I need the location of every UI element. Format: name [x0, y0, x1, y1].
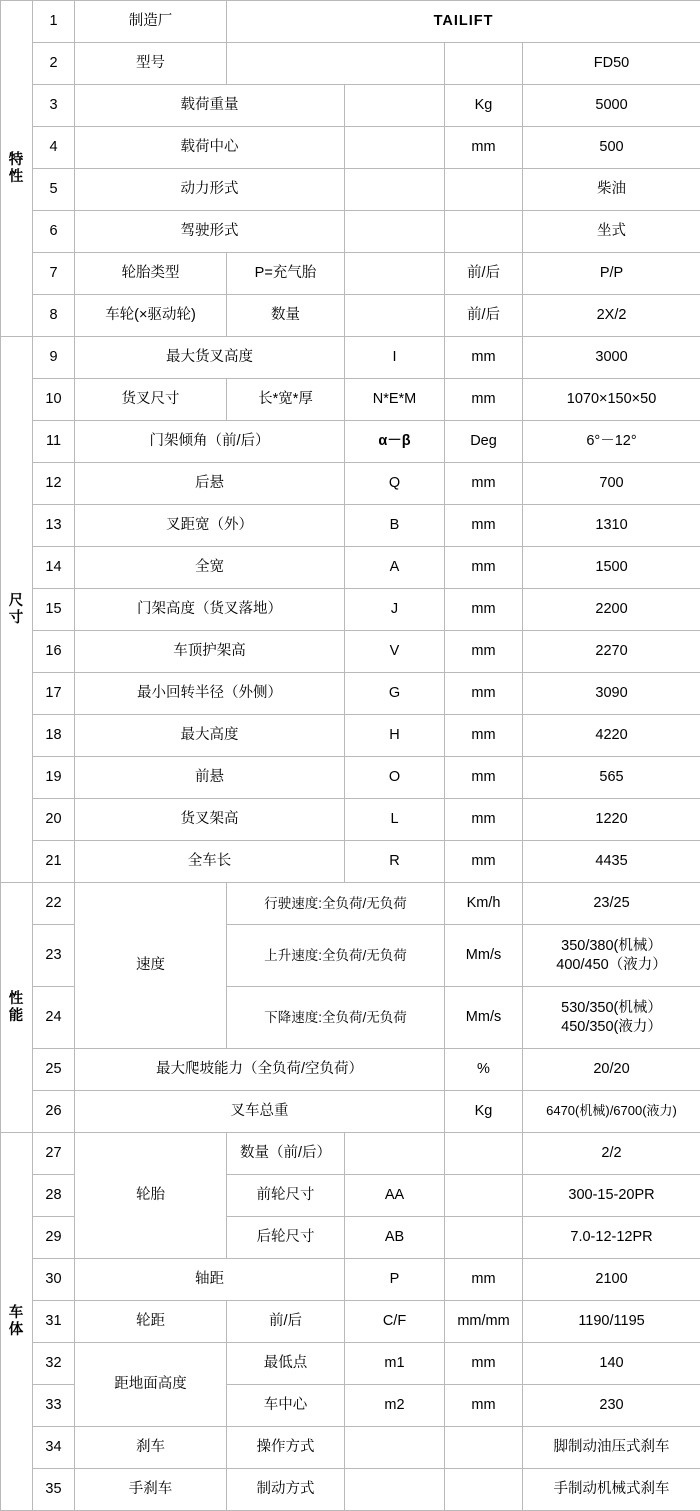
row-number: 30 [33, 1259, 75, 1301]
row-symbol: C/F [345, 1301, 445, 1343]
row-name: 车顶护架高 [75, 631, 345, 673]
row-unit [445, 1217, 523, 1259]
row-unit: mm [445, 841, 523, 883]
row-number: 27 [33, 1133, 75, 1175]
table-row [1, 1427, 700, 1469]
group-label-characteristics [1, 1, 33, 337]
row-number: 17 [33, 673, 75, 715]
row-name: 型号 [75, 43, 227, 85]
row-value: 1070×150×50 [523, 379, 700, 421]
row-name: 全宽 [75, 547, 345, 589]
row-value: 1220 [523, 799, 700, 841]
row-number: 9 [33, 337, 75, 379]
table-row [1, 85, 700, 127]
row-number: 24 [33, 987, 75, 1049]
table-row [1, 715, 700, 757]
row-name: 驾驶形式 [75, 211, 345, 253]
row-name: 最大货叉高度 [75, 337, 345, 379]
row-symbol [345, 169, 445, 211]
table-row [1, 1049, 700, 1091]
row-unit: mm [445, 127, 523, 169]
row-value: 4435 [523, 841, 700, 883]
table-row [1, 631, 700, 673]
row-sub: 制动方式 [227, 1469, 345, 1511]
row-symbol: V [345, 631, 445, 673]
row-value: 2270 [523, 631, 700, 673]
row-value: 5000 [523, 85, 700, 127]
table-row [1, 463, 700, 505]
table-row [1, 589, 700, 631]
table-row [1, 673, 700, 715]
table-row [1, 211, 700, 253]
group-text: 特性 [9, 152, 25, 185]
row-unit: mm [445, 757, 523, 799]
row-value: 565 [523, 757, 700, 799]
row-unit: Kg [445, 1091, 523, 1133]
group-text: 尺寸 [9, 593, 25, 626]
row-unit: Km/h [445, 883, 523, 925]
row-symbol: m2 [345, 1385, 445, 1427]
row-name: 制造厂 [75, 1, 227, 43]
group-label-dimensions [1, 337, 33, 883]
row-name: 叉距宽（外） [75, 505, 345, 547]
row-number: 5 [33, 169, 75, 211]
row-sub: 行驶速度:全负荷/无负荷 [227, 883, 445, 925]
row-unit: mm [445, 379, 523, 421]
row-value: P/P [523, 253, 700, 295]
row-number: 29 [33, 1217, 75, 1259]
row-number: 20 [33, 799, 75, 841]
row-name: 最大爬坡能力（全负荷/空负荷） [75, 1049, 445, 1091]
row-value: 2100 [523, 1259, 700, 1301]
row-unit: mm [445, 547, 523, 589]
row-symbol: AB [345, 1217, 445, 1259]
brand-logo-text: TAILIFT [227, 1, 700, 43]
row-symbol: P [345, 1259, 445, 1301]
row-number: 28 [33, 1175, 75, 1217]
table-row [1, 43, 700, 85]
row-value: 1500 [523, 547, 700, 589]
row-symbol: R [345, 841, 445, 883]
table-row [1, 1259, 700, 1301]
row-unit: mm [445, 1259, 523, 1301]
row-symbol [345, 295, 445, 337]
row-name: 门架高度（货叉落地） [75, 589, 345, 631]
table-row [1, 421, 700, 463]
row-name: 轮距 [75, 1301, 227, 1343]
row-value: FD50 [523, 43, 700, 85]
row-name: 门架倾角（前/后） [75, 421, 345, 463]
row-name: 距地面高度 [75, 1343, 227, 1427]
row-value: 20/20 [523, 1049, 700, 1091]
row-unit [445, 43, 523, 85]
row-unit: mm [445, 1343, 523, 1385]
row-unit [445, 1175, 523, 1217]
table-row [1, 253, 700, 295]
row-unit: mm [445, 715, 523, 757]
table-row [1, 295, 700, 337]
row-unit: mm [445, 631, 523, 673]
row-value: 230 [523, 1385, 700, 1427]
row-sub: 数量（前/后） [227, 1133, 345, 1175]
row-sub [227, 43, 445, 85]
row-value: 4220 [523, 715, 700, 757]
row-value: 1190/1195 [523, 1301, 700, 1343]
row-symbol [345, 1469, 445, 1511]
row-name: 手刹车 [75, 1469, 227, 1511]
row-symbol [345, 85, 445, 127]
row-unit: mm [445, 1385, 523, 1427]
row-unit [445, 169, 523, 211]
row-value: 7.0-12-12PR [523, 1217, 700, 1259]
row-unit: mm [445, 673, 523, 715]
row-value: 1310 [523, 505, 700, 547]
row-unit: 前/后 [445, 253, 523, 295]
row-number: 15 [33, 589, 75, 631]
row-symbol: N*E*M [345, 379, 445, 421]
row-number: 19 [33, 757, 75, 799]
row-number: 34 [33, 1427, 75, 1469]
row-number: 18 [33, 715, 75, 757]
row-unit [445, 211, 523, 253]
table-row [1, 757, 700, 799]
row-number: 23 [33, 925, 75, 987]
group-text: 性能 [9, 991, 25, 1024]
row-symbol: G [345, 673, 445, 715]
row-symbol: m1 [345, 1343, 445, 1385]
row-value: 530/350(机械） 450/350(液力） [523, 987, 700, 1049]
row-unit: mm [445, 337, 523, 379]
row-number: 13 [33, 505, 75, 547]
row-symbol [345, 1427, 445, 1469]
row-unit [445, 1469, 523, 1511]
table-row [1, 169, 700, 211]
row-value: 2/2 [523, 1133, 700, 1175]
row-unit: 前/后 [445, 295, 523, 337]
row-name: 轮胎类型 [75, 253, 227, 295]
row-unit: mm [445, 463, 523, 505]
row-sub: 前/后 [227, 1301, 345, 1343]
row-value: 坐式 [523, 211, 700, 253]
table-row [1, 841, 700, 883]
row-unit [445, 1133, 523, 1175]
row-sub: 下降速度:全负荷/无负荷 [227, 987, 445, 1049]
row-number: 16 [33, 631, 75, 673]
row-name: 刹车 [75, 1427, 227, 1469]
row-number: 21 [33, 841, 75, 883]
group-label-performance [1, 883, 33, 1133]
row-sub: 最低点 [227, 1343, 345, 1385]
row-value: 3000 [523, 337, 700, 379]
row-value: 6470(机械)/6700(液力) [523, 1091, 700, 1133]
table-row [1, 1091, 700, 1133]
table-row [1, 379, 700, 421]
row-sub: 操作方式 [227, 1427, 345, 1469]
row-sub: 数量 [227, 295, 345, 337]
row-name: 载荷中心 [75, 127, 345, 169]
row-value: 手制动机械式刹车 [523, 1469, 700, 1511]
row-number: 35 [33, 1469, 75, 1511]
table-row [1, 1469, 700, 1511]
row-value: 140 [523, 1343, 700, 1385]
row-symbol [345, 211, 445, 253]
row-number: 22 [33, 883, 75, 925]
row-name: 全车长 [75, 841, 345, 883]
row-name: 载荷重量 [75, 85, 345, 127]
row-unit: Mm/s [445, 987, 523, 1049]
table-row [1, 1343, 700, 1385]
row-unit: Kg [445, 85, 523, 127]
row-name: 货叉尺寸 [75, 379, 227, 421]
row-symbol: AA [345, 1175, 445, 1217]
row-value: 脚制动油压式刹车 [523, 1427, 700, 1469]
row-value: 300-15-20PR [523, 1175, 700, 1217]
row-symbol [345, 253, 445, 295]
row-name: 叉车总重 [75, 1091, 445, 1133]
row-name: 轮胎 [75, 1133, 227, 1259]
row-number: 12 [33, 463, 75, 505]
row-sub: 后轮尺寸 [227, 1217, 345, 1259]
row-unit: mm [445, 799, 523, 841]
row-name: 最大高度 [75, 715, 345, 757]
row-value: 3090 [523, 673, 700, 715]
row-unit [445, 1427, 523, 1469]
row-unit: mm [445, 589, 523, 631]
row-symbol [345, 1133, 445, 1175]
row-value: 500 [523, 127, 700, 169]
row-number: 25 [33, 1049, 75, 1091]
row-symbol: I [345, 337, 445, 379]
row-unit: mm [445, 505, 523, 547]
row-number: 8 [33, 295, 75, 337]
row-value: 2X/2 [523, 295, 700, 337]
row-value: 2200 [523, 589, 700, 631]
table-row [1, 1, 700, 43]
row-symbol: O [345, 757, 445, 799]
row-sub: 上升速度:全负荷/无负荷 [227, 925, 445, 987]
row-number: 1 [33, 1, 75, 43]
row-number: 4 [33, 127, 75, 169]
row-value: 6°－12° [523, 421, 700, 463]
row-value: 23/25 [523, 883, 700, 925]
table-row [1, 799, 700, 841]
row-unit: Deg [445, 421, 523, 463]
row-number: 11 [33, 421, 75, 463]
row-number: 6 [33, 211, 75, 253]
row-name: 后悬 [75, 463, 345, 505]
row-symbol: B [345, 505, 445, 547]
row-value: 700 [523, 463, 700, 505]
row-number: 32 [33, 1343, 75, 1385]
row-name: 轴距 [75, 1259, 345, 1301]
row-symbol: J [345, 589, 445, 631]
row-number: 14 [33, 547, 75, 589]
table-row [1, 547, 700, 589]
row-symbol: H [345, 715, 445, 757]
row-number: 10 [33, 379, 75, 421]
row-symbol: A [345, 547, 445, 589]
row-number: 26 [33, 1091, 75, 1133]
row-sub: P=充气胎 [227, 253, 345, 295]
row-name: 速度 [75, 883, 227, 1049]
row-unit: % [445, 1049, 523, 1091]
row-name: 动力形式 [75, 169, 345, 211]
row-symbol: Q [345, 463, 445, 505]
table-row [1, 127, 700, 169]
table-row [1, 1301, 700, 1343]
row-value: 350/380(机械） 400/450（液力） [523, 925, 700, 987]
table-row [1, 505, 700, 547]
row-unit: Mm/s [445, 925, 523, 987]
row-number: 3 [33, 85, 75, 127]
row-sub: 车中心 [227, 1385, 345, 1427]
table-row [1, 1133, 700, 1175]
group-text: 车体 [9, 1305, 25, 1338]
table-row [1, 883, 700, 925]
row-symbol: L [345, 799, 445, 841]
row-name: 最小回转半径（外侧） [75, 673, 345, 715]
row-sub: 前轮尺寸 [227, 1175, 345, 1217]
row-symbol [345, 127, 445, 169]
table-row [1, 337, 700, 379]
row-number: 33 [33, 1385, 75, 1427]
row-name: 前悬 [75, 757, 345, 799]
row-value: 柴油 [523, 169, 700, 211]
row-name: 车轮(×驱动轮) [75, 295, 227, 337]
row-sub: 长*宽*厚 [227, 379, 345, 421]
row-number: 2 [33, 43, 75, 85]
row-name: 货叉架高 [75, 799, 345, 841]
row-number: 31 [33, 1301, 75, 1343]
row-symbol: α－β [345, 421, 445, 463]
row-unit: mm/mm [445, 1301, 523, 1343]
group-label-body [1, 1133, 33, 1511]
row-number: 7 [33, 253, 75, 295]
